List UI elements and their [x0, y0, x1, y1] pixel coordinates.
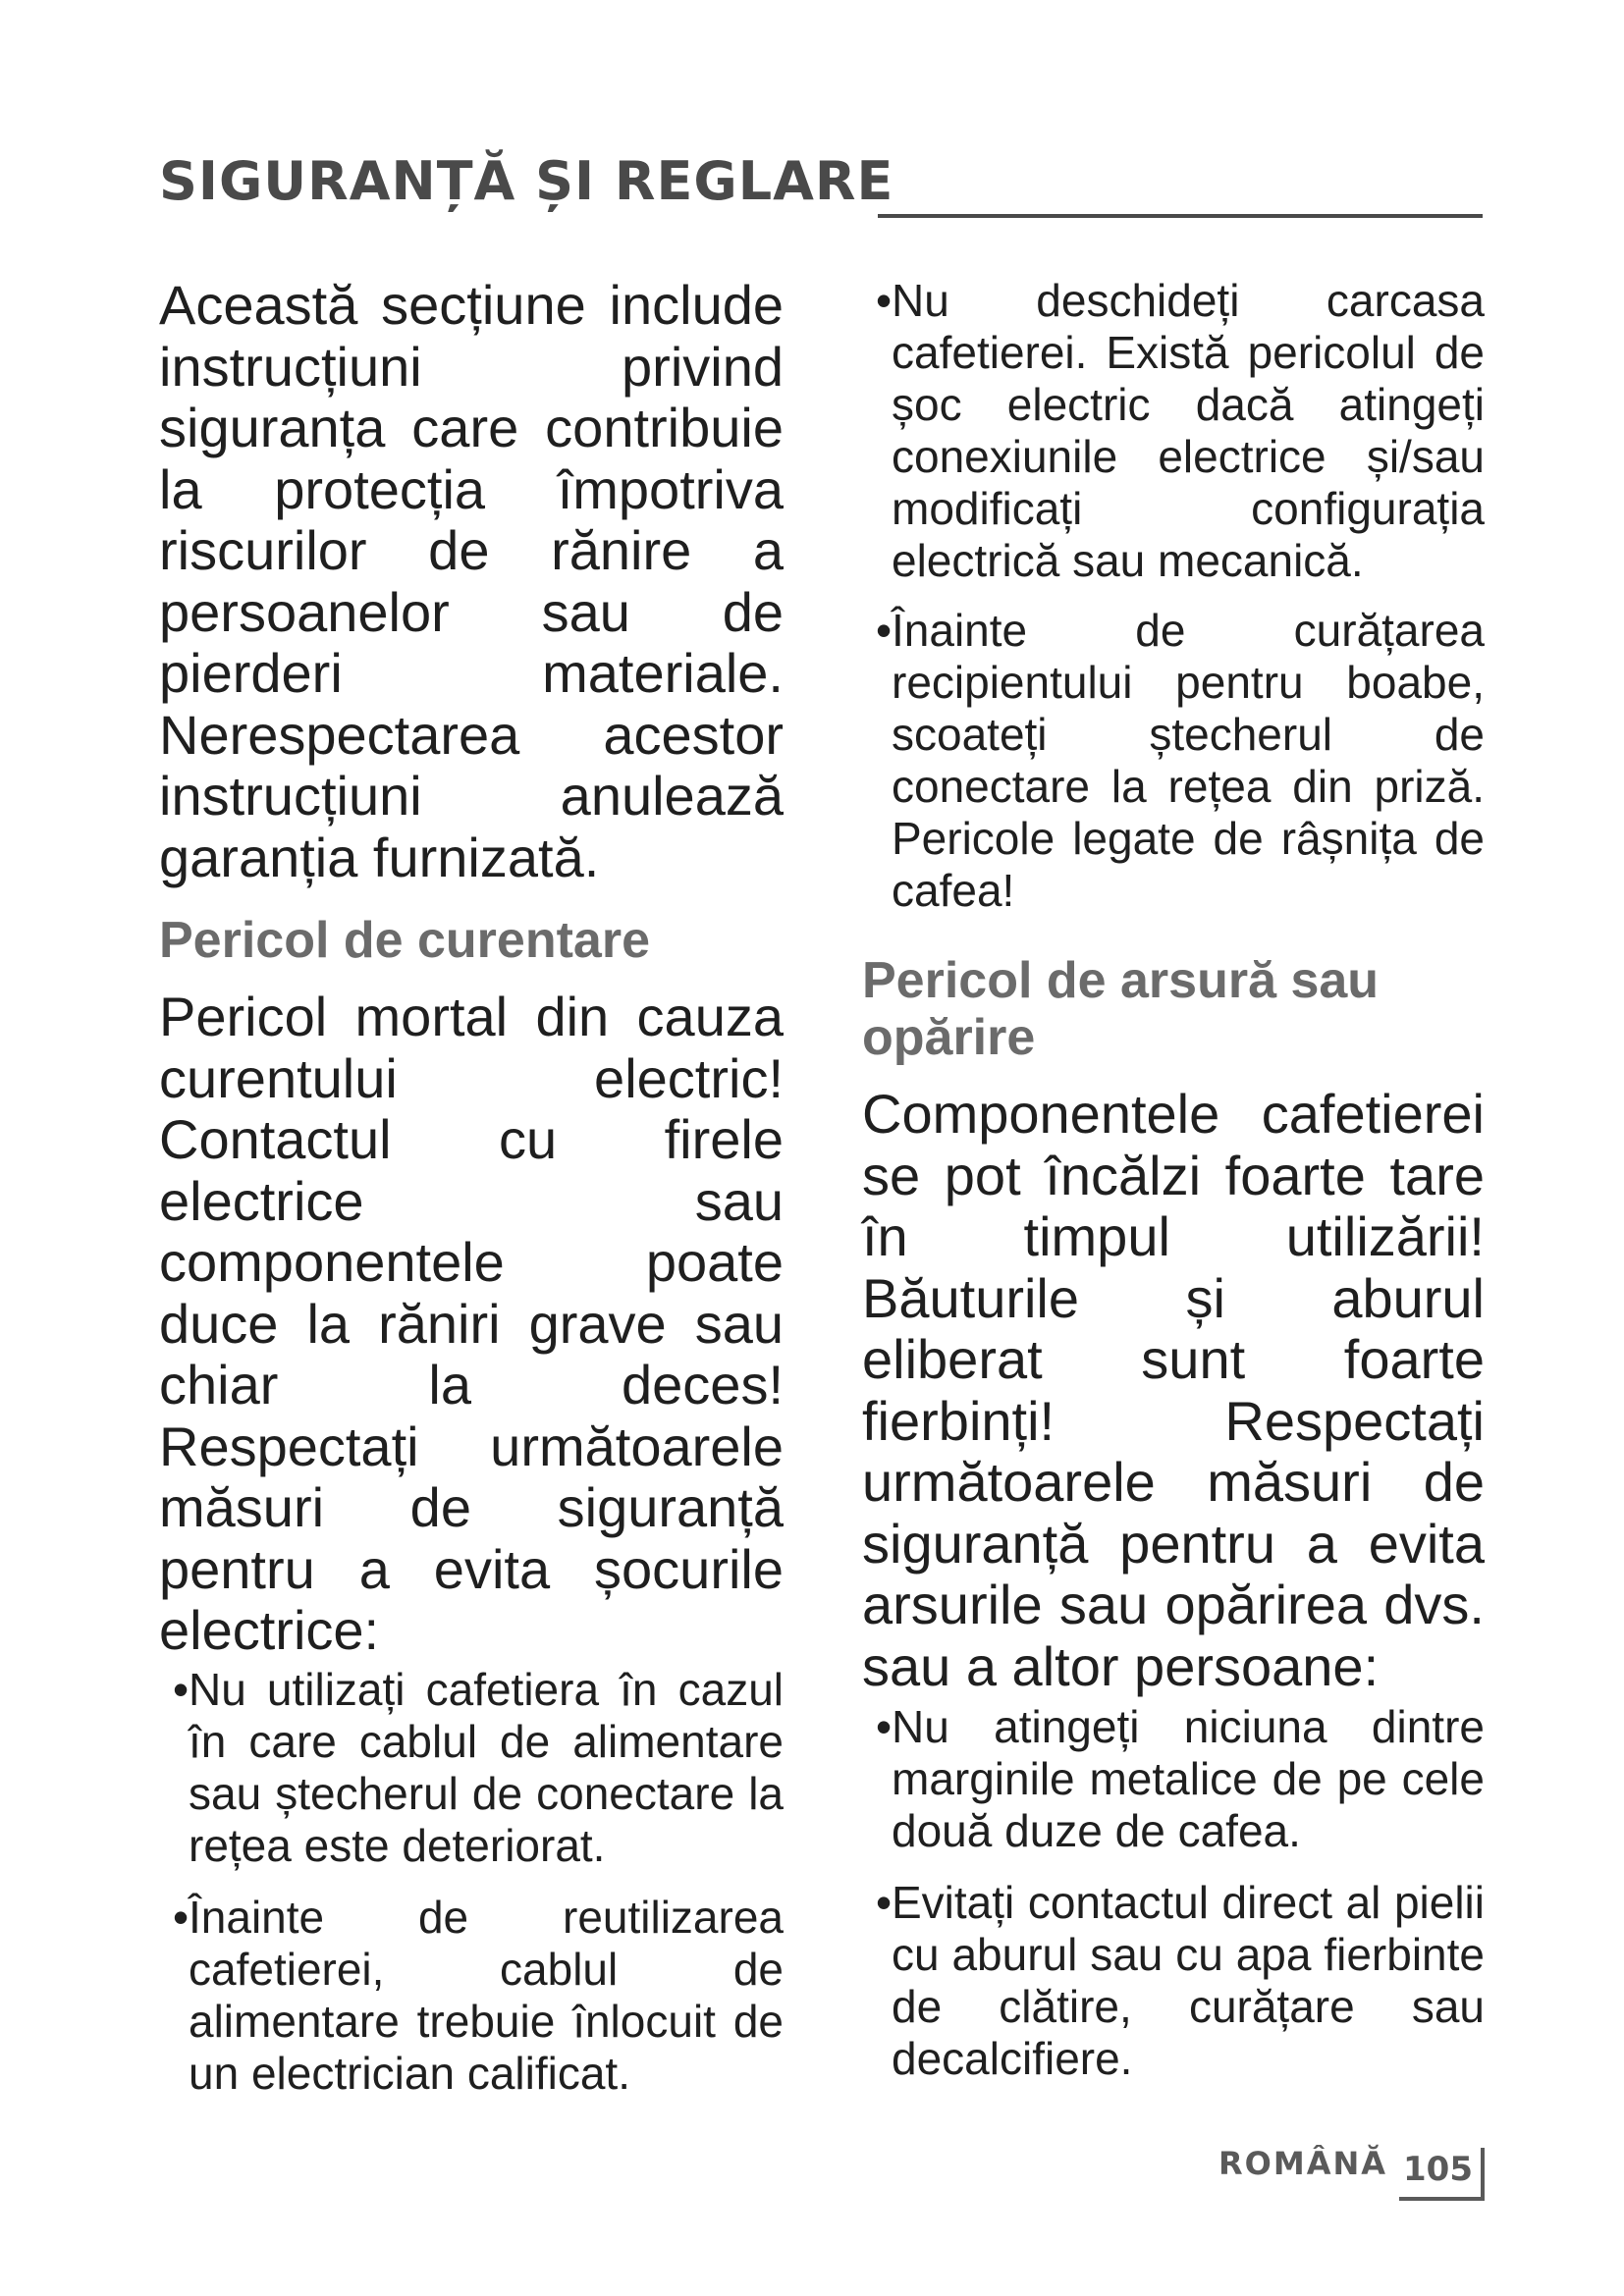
bullet-icon: •	[876, 275, 893, 326]
page-number: 105	[1399, 2148, 1485, 2201]
list-item	[159, 1892, 784, 2100]
section-title-electric-shock: Pericol de curentare	[159, 912, 650, 969]
page-header	[159, 147, 1483, 226]
bullet-text: Nu utilizați cafetiera în cazul în care cablul de alimentare sau ștecherul de conectare la rețea este deteriorat.	[189, 1663, 784, 1871]
bullet-icon: •	[876, 1701, 893, 1752]
right-column	[862, 275, 1485, 2085]
bullet-text: Nu atingeți niciuna dintre marginile metalice de pe cele două duze de cafea.	[892, 1701, 1485, 1856]
bullet-icon: •	[173, 1663, 189, 1715]
electric-shock-warning: Pericol mortal din cauza curentului electric! Contactul cu firele electrice sau componentele poate duce la răniri grave sau chiar la deces! Respectați următoarele măsuri de siguranță pentru a evita șocurile electrice:	[159, 986, 784, 1661]
bullet-text: Înainte de curățarea recipientului pentru boabe, scoateți ștecherul de conectare la rețea din priză. Pericole legate de râșnița de cafea!	[892, 605, 1485, 916]
section-title-burn: Pericol de arsură sau opărire	[862, 952, 1380, 1066]
page-footer	[1218, 2130, 1485, 2201]
electric-shock-bullets-continued	[862, 275, 1485, 917]
footer-language: ROMÂNĂ	[1218, 2145, 1388, 2182]
header-rule	[878, 214, 1483, 218]
bullet-icon: •	[173, 1891, 189, 1943]
bullet-icon: •	[876, 605, 893, 656]
left-column	[159, 275, 784, 2100]
bullet-text: Evitați contactul direct al pielii cu aburul sau cu apa fierbinte de clătire, curățare sau decalcifiere.	[892, 1877, 1485, 2084]
page-title: SIGURANȚĂ ȘI REGLARE	[159, 150, 894, 212]
bullet-text: Nu deschideți carcasa cafetierei. Există pericolul de șoc electric dacă atingeți conexiunile electrice și/sau modificați configurația electrică sau mecanică.	[892, 275, 1485, 586]
bullet-text: Înainte de reutilizarea cafetierei, cablul de alimentare trebuie înlocuit de un electrician calificat.	[189, 1891, 784, 2099]
list-item	[862, 275, 1485, 587]
burn-warning: Componentele cafetierei se pot încălzi foarte tare în timpul utilizării! Băuturile și aburul eliberat sunt foarte fierbinți! Respectați următoarele măsuri de siguranță pentru a evita arsurile sau opărirea dvs. sau a altor persoane:	[862, 1083, 1485, 1697]
burn-bullets	[862, 1701, 1485, 2085]
list-item	[862, 1877, 1485, 2085]
list-item	[862, 1701, 1485, 1857]
intro-paragraph: Această secțiune include instrucțiuni privind siguranța care contribuie la protecția împotriva riscurilor de rănire a persoanelor sau de pierderi materiale. Nerespectarea acestor instrucțiuni anulează garanția furnizată.	[159, 274, 784, 888]
electric-shock-bullets	[159, 1664, 784, 2100]
list-item	[159, 1664, 784, 1872]
list-item	[862, 605, 1485, 917]
bullet-icon: •	[876, 1877, 893, 1928]
